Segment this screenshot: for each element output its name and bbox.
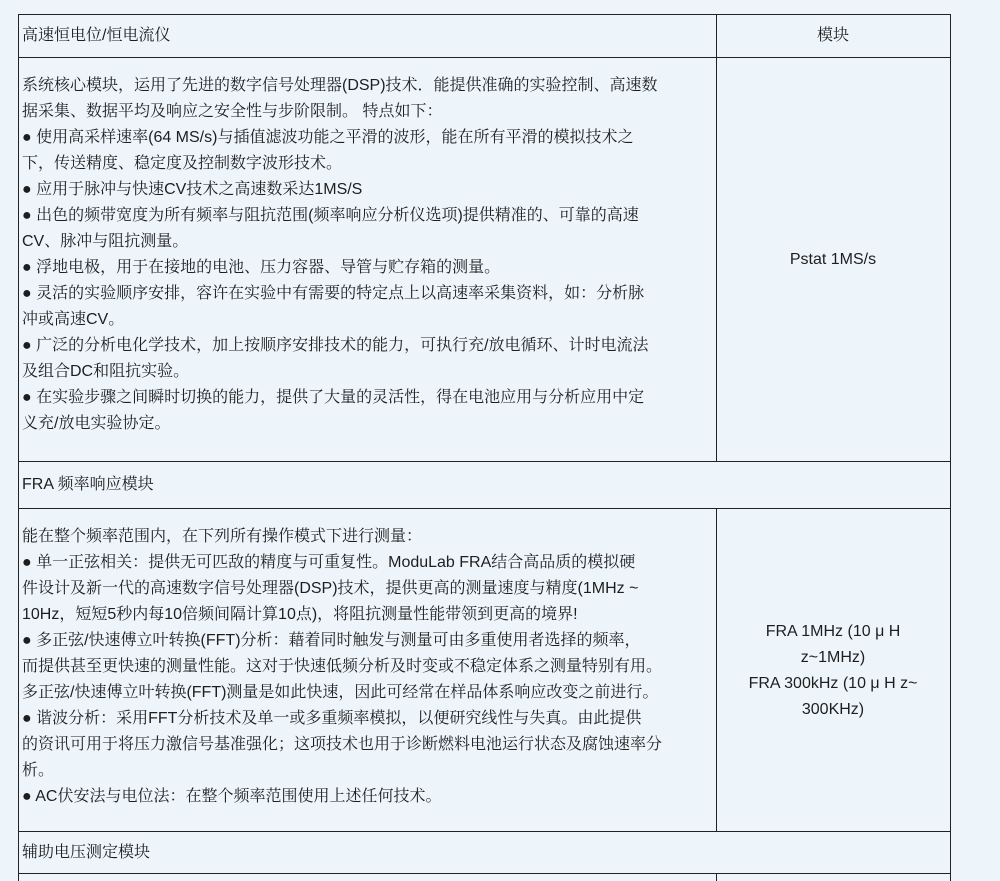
text-line: CV、脉冲与阻抗测量。 [22, 233, 189, 250]
text-line: ● 单一正弦相关：提供无可匹敌的精度与可重复性。ModuLab FRA结合高品质的模拟硬 [22, 554, 636, 571]
potentiostat-description [22, 73, 716, 437]
text-line: ● 谐波分析：采用FFT分析技术及单一或多重频率模拟，以便研究线性与失真。由此提供 [22, 710, 642, 727]
text-line: 能在整个频率范围内，在下列所有操作模式下进行测量： [22, 528, 423, 545]
row-divider [18, 873, 951, 874]
row-divider [18, 57, 951, 58]
text-line: 件设计及新一代的高速数字信号处理器(DSP)技术，提供更高的测量速度与精度(1MHz ~ [22, 580, 639, 597]
text-line: 及组合DC和阻抗实验。 [22, 363, 190, 380]
text-line: 而提供甚至更快速的测量性能。这对于快速低频分析及时变或不稳定体系之测量特别有用。 [22, 658, 663, 675]
text-line: ● 多正弦/快速傅立叶转换(FFT)分析：藉着同时触发与测量可由多重使用者选择的频率， [22, 632, 641, 649]
text-line: 系统核心模块，运用了先进的数字信号处理器(DSP)技术．能提供准确的实验控制、高速数 [22, 77, 658, 94]
section-title-aux-voltage: 辅助电压测定模块 [22, 844, 151, 861]
text-line: ● AC伏安法与电位法：在整个频率范围使用上述任何技术。 [22, 788, 442, 805]
table-border-right [950, 14, 951, 881]
column-divider [716, 14, 717, 461]
text-line: ● 浮地电极，用于在接地的电池、压力容器、导管与贮存箱的测量。 [22, 259, 501, 276]
text-line: 下，传送精度、稳定度及控制数字波形技术。 [22, 155, 343, 172]
section-title-potentiostat: 高速恒电位/恒电流仪 [22, 27, 171, 44]
text-line: 的资讯可用于将压力激信号基准强化；这项技术也用于诊断燃料电池运行状态及腐蚀速率分 [22, 736, 663, 753]
module-value-text: Pstat 1MS/s [789, 251, 877, 268]
text-line: 析。 [22, 762, 55, 779]
module-value-text: 300KHz) [801, 701, 865, 718]
row-divider [18, 831, 951, 832]
column-divider [716, 873, 717, 881]
module-column-header: 模块 [816, 27, 849, 44]
text-line: 冲或高速CV。 [22, 311, 125, 328]
text-line: ● 出色的频带宽度为所有频率与阻抗范围(频率响应分析仪选项)提供精准的、可靠的高速 [22, 207, 639, 224]
text-line: ● 应用于脉冲与快速CV技术之高速数采达1MS/S [22, 181, 363, 198]
row-divider [18, 461, 951, 462]
module-value-text: z~1MHz) [800, 649, 866, 666]
fra-description [22, 524, 716, 810]
text-line: ● 在实验步骤之间瞬时切换的能力，提供了大量的灵活性，得在电池应用与分析应用中定 [22, 389, 645, 406]
text-line: ● 使用高采样速率(64 MS/s)与插值滤波功能之平滑的波形，能在所有平滑的模拟技术之 [22, 129, 634, 146]
text-line: 义充/放电实验协定。 [22, 415, 171, 432]
module-value-fra [716, 619, 950, 723]
text-line: 据采集、数据平均及响应之安全性与步阶限制。 特点如下： [22, 103, 443, 120]
section-title-fra: FRA 频率响应模块 [22, 476, 154, 493]
text-line: 多正弦/快速傅立叶转换(FFT)测量是如此快速，因此可经常在样品体系响应改变之前进行。 [22, 684, 659, 701]
text-line: ● 灵活的实验顺序安排，容许在实验中有需要的特定点上以高速率采集资料，如：分析脉 [22, 285, 645, 302]
module-value-text: FRA 1MHz (10 μ H [765, 623, 901, 640]
module-value-pstat [716, 247, 950, 273]
row-divider [18, 508, 951, 509]
table-border-left [18, 14, 19, 881]
text-line: ● 广泛的分析电化学技术，加上按顺序安排技术的能力，可执行充/放电循环、计时电流法 [22, 337, 649, 354]
module-value-text: FRA 300kHz (10 μ H z~ [748, 675, 918, 692]
text-line: 10Hz，短短5秒内每10倍频间隔计算10点)，将阻抗测量性能带领到更高的境界! [22, 606, 578, 623]
table-border-top [18, 14, 951, 15]
